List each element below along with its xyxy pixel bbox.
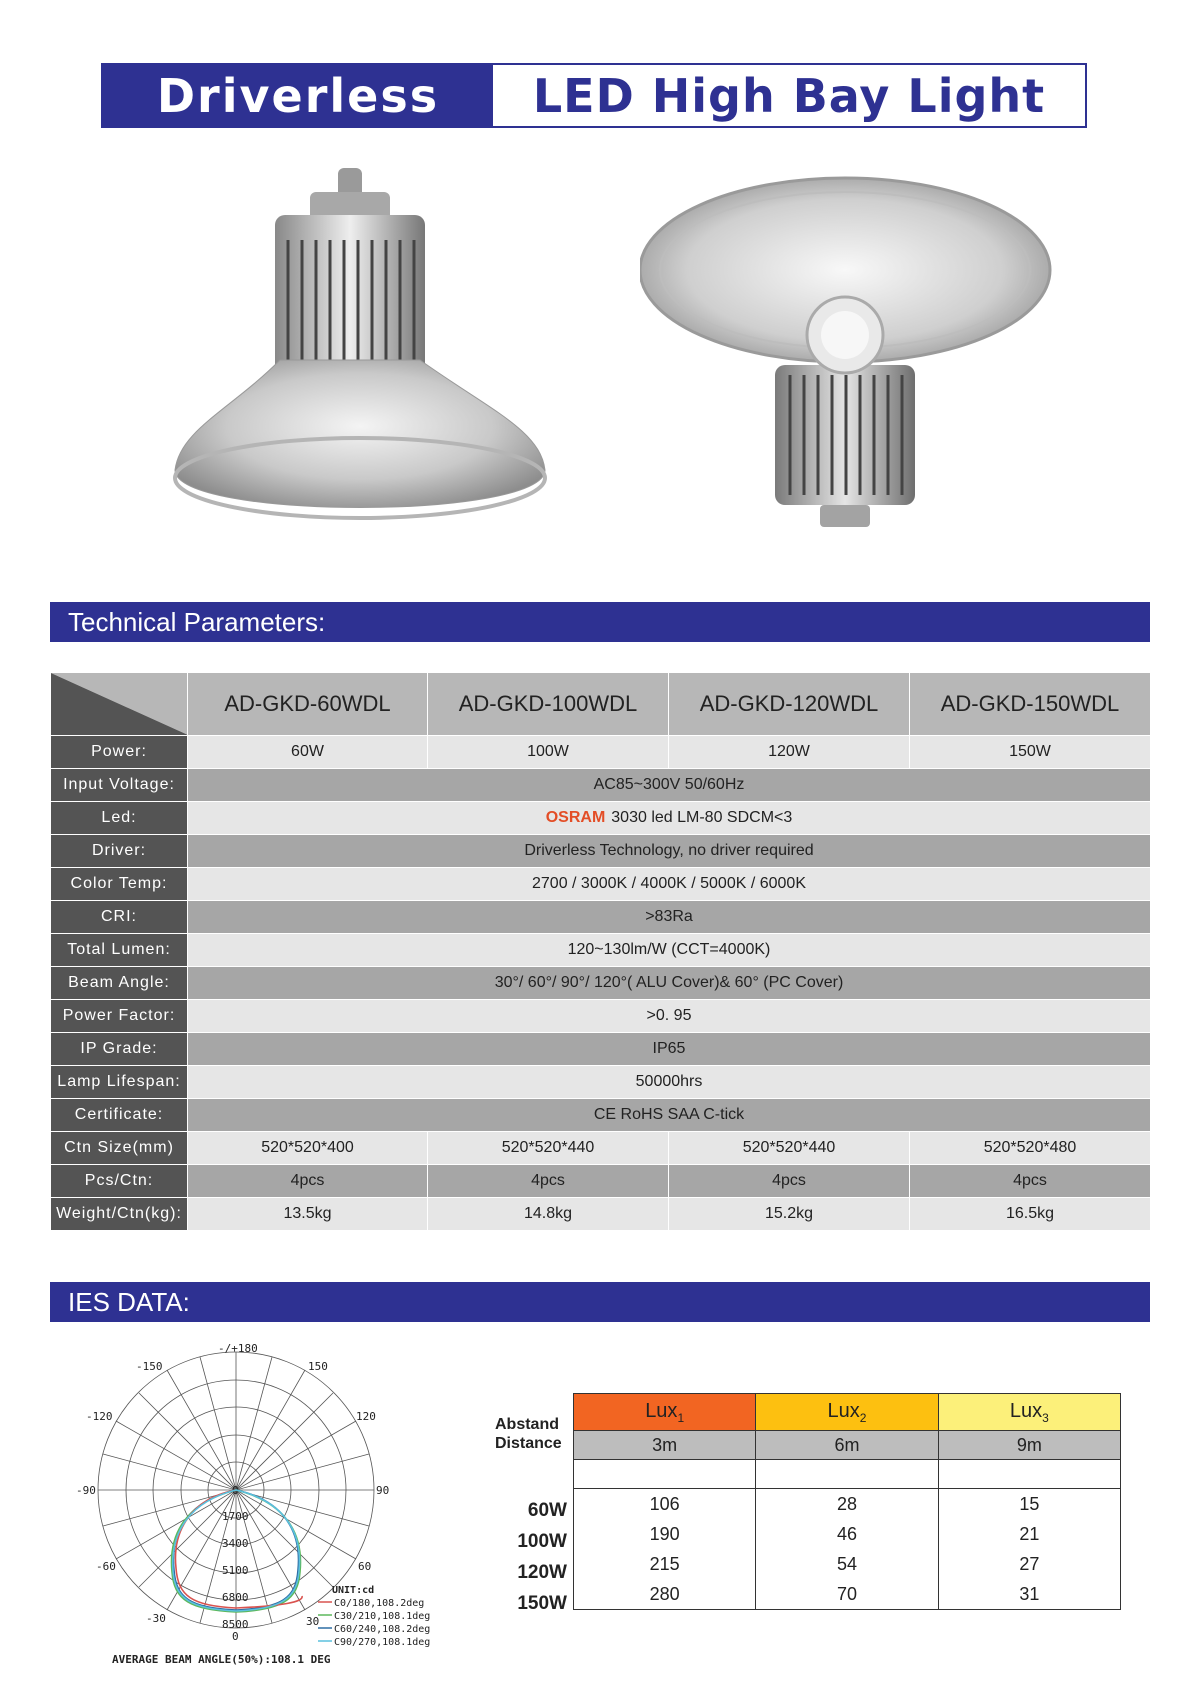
led-spec-text: 3030 led LM-80 SDCM<3 [611, 809, 793, 826]
spec-label: IP Grade: [51, 1033, 188, 1066]
abstand-text: Abstand [495, 1416, 559, 1433]
product-image-front [640, 175, 1060, 545]
spec-row-driver [51, 835, 1151, 868]
osram-brand: OSRAM [545, 809, 606, 826]
distance-value: 6m [756, 1431, 938, 1460]
lux-value: 46 [756, 1519, 938, 1549]
title-left: Driverless [103, 65, 493, 126]
angle-label: 0 [232, 1484, 239, 1497]
spec-value: AC85~300V 50/60Hz [188, 769, 1151, 802]
distance-row [574, 1431, 1121, 1460]
spec-row-ctn-size [51, 1132, 1151, 1165]
lux-value: 21 [938, 1519, 1120, 1549]
spec-value: CE RoHS SAA C-tick [188, 1099, 1151, 1132]
lux-data-row [574, 1579, 1121, 1610]
product-image-side [170, 160, 550, 550]
watt-labels [495, 1495, 567, 1619]
polar-distribution-diagram [70, 1340, 470, 1680]
spec-label: Power Factor: [51, 1000, 188, 1033]
angle-label: 120 [356, 1410, 376, 1423]
spec-row-power [51, 736, 1151, 769]
average-beam-angle: AVERAGE BEAM ANGLE(50%):108.1 DEG [112, 1653, 331, 1666]
angle-label: 150 [308, 1360, 328, 1373]
spec-value: 4pcs [910, 1165, 1151, 1198]
watt-label: 60W [527, 1500, 567, 1521]
angle-label: -60 [96, 1560, 116, 1573]
spec-value: 60W [188, 736, 428, 769]
spec-value: 13.5kg [188, 1198, 428, 1231]
spec-label: Driver: [51, 835, 188, 868]
angle-label: 90 [376, 1484, 390, 1497]
spec-row-certificate [51, 1099, 1151, 1132]
spec-label: CRI: [51, 901, 188, 934]
lux-data-row [574, 1519, 1121, 1549]
lux-table [573, 1393, 1121, 1610]
radial-label: 8500 [222, 1618, 249, 1631]
spec-value: 2700 / 3000K / 4000K / 5000K / 6000K [188, 868, 1151, 901]
lux-value: 31 [938, 1579, 1120, 1610]
spec-value: 520*520*440 [428, 1132, 669, 1165]
radial-label: 6800 [222, 1591, 249, 1604]
title-banner [101, 63, 1087, 128]
angle-label: -150 [136, 1360, 163, 1373]
radial-label: 5100 [222, 1564, 249, 1577]
spec-value: 520*520*400 [188, 1132, 428, 1165]
spec-value: >0. 95 [188, 1000, 1151, 1033]
spec-value: IP65 [188, 1033, 1151, 1066]
spec-value: Driverless Technology, no driver required [188, 835, 1151, 868]
angle-label: 0 [232, 1630, 239, 1643]
model-header-row [51, 673, 1151, 736]
model-name: AD-GKD-120WDL [669, 673, 910, 736]
spec-value: 100W [428, 736, 669, 769]
lux-header: Lux$_1$ [574, 1394, 756, 1431]
angle-label: -120 [86, 1410, 113, 1423]
spec-label: Lamp Lifespan: [51, 1066, 188, 1099]
spec-value: >83Ra [188, 901, 1151, 934]
spec-label: Beam Angle: [51, 967, 188, 1000]
angle-label: -90 [76, 1484, 96, 1497]
distance-value: 3m [574, 1431, 756, 1460]
spec-label: Input Voltage: [51, 769, 188, 802]
angle-label: -/+180 [218, 1342, 258, 1355]
lux-data-row [574, 1549, 1121, 1579]
lux-value: 54 [756, 1549, 938, 1579]
lux-value: 190 [574, 1519, 756, 1549]
angle-label: 30 [306, 1615, 320, 1628]
spec-value: 15.2kg [669, 1198, 910, 1231]
distance-text: Distance [495, 1435, 562, 1452]
blank-row [574, 1460, 1121, 1489]
spec-row-lifespan [51, 1066, 1151, 1099]
watt-label: 100W [517, 1531, 567, 1552]
distance-value: 9m [938, 1431, 1120, 1460]
spec-row-led [51, 802, 1151, 835]
technical-parameters-header: Technical Parameters: [50, 602, 1150, 642]
legend-entry: C60/240,108.2deg [334, 1624, 431, 1635]
angle-label: -30 [146, 1612, 166, 1625]
spec-row-color-temp [51, 868, 1151, 901]
spec-value: 4pcs [428, 1165, 669, 1198]
spec-row-pcs-ctn [51, 1165, 1151, 1198]
model-name: AD-GKD-100WDL [428, 673, 669, 736]
lux-header: Lux$_3$ [938, 1394, 1120, 1431]
model-name: AD-GKD-60WDL [188, 673, 428, 736]
lux-value: 215 [574, 1549, 756, 1579]
spec-label: Ctn Size(mm) [51, 1132, 188, 1165]
lux-value: 28 [756, 1489, 938, 1520]
spec-value: 14.8kg [428, 1198, 669, 1231]
unit-label: UNIT:cd [332, 1585, 375, 1596]
spec-label: Color Temp: [51, 868, 188, 901]
model-name: AD-GKD-150WDL [910, 673, 1151, 736]
radial-label: 3400 [222, 1537, 249, 1550]
lux-header: Lux$_2$ [756, 1394, 938, 1431]
ies-data-header: IES DATA: [50, 1282, 1150, 1322]
lux-value: 106 [574, 1489, 756, 1520]
spec-label: Pcs/Ctn: [51, 1165, 188, 1198]
legend-entry: C90/270,108.1deg [334, 1637, 431, 1648]
spec-row-power-factor [51, 1000, 1151, 1033]
spec-value: 4pcs [188, 1165, 428, 1198]
abstand-distance-label [495, 1415, 562, 1453]
spec-value: 520*520*480 [910, 1132, 1151, 1165]
spec-value: 120W [669, 736, 910, 769]
spec-value: 4pcs [669, 1165, 910, 1198]
spec-label: Led: [51, 802, 188, 835]
spec-row-ip-grade [51, 1033, 1151, 1066]
lux-value: 70 [756, 1579, 938, 1610]
diagonal-divider [51, 673, 188, 735]
spec-value: 16.5kg [910, 1198, 1151, 1231]
legend-entry: C0/180,108.2deg [334, 1598, 425, 1609]
spec-row-cri [51, 901, 1151, 934]
spec-value: 120~130lm/W (CCT=4000K) [188, 934, 1151, 967]
spec-table [50, 672, 1151, 1231]
legend-entry: C30/210,108.1deg [334, 1611, 431, 1622]
watt-label: 150W [517, 1593, 567, 1614]
spec-value: 150W [910, 736, 1151, 769]
spec-value: 50000hrs [188, 1066, 1151, 1099]
spec-row-weight-ctn [51, 1198, 1151, 1231]
spec-label: Weight/Ctn(kg): [51, 1198, 188, 1231]
watt-label: 120W [517, 1562, 567, 1583]
spec-value: 30°/ 60°/ 90°/ 120°( ALU Cover)& 60° (PC Cover) [188, 967, 1151, 1000]
spec-value: 520*520*440 [669, 1132, 910, 1165]
spec-label: Total Lumen: [51, 934, 188, 967]
spec-label: Certificate: [51, 1099, 188, 1132]
table-corner [51, 673, 188, 736]
lux-value: 15 [938, 1489, 1120, 1520]
radial-label: 1700 [222, 1510, 249, 1523]
spec-value-led [188, 802, 1151, 835]
spec-row-total-lumen [51, 934, 1151, 967]
spec-row-input-voltage [51, 769, 1151, 802]
lux-data-row [574, 1489, 1121, 1520]
lux-header-row [574, 1394, 1121, 1431]
lux-value: 27 [938, 1549, 1120, 1579]
spec-label: Power: [51, 736, 188, 769]
spec-row-beam-angle [51, 967, 1151, 1000]
lux-value: 280 [574, 1579, 756, 1610]
title-right: LED High Bay Light [532, 68, 1046, 123]
angle-label: 60 [358, 1560, 372, 1573]
